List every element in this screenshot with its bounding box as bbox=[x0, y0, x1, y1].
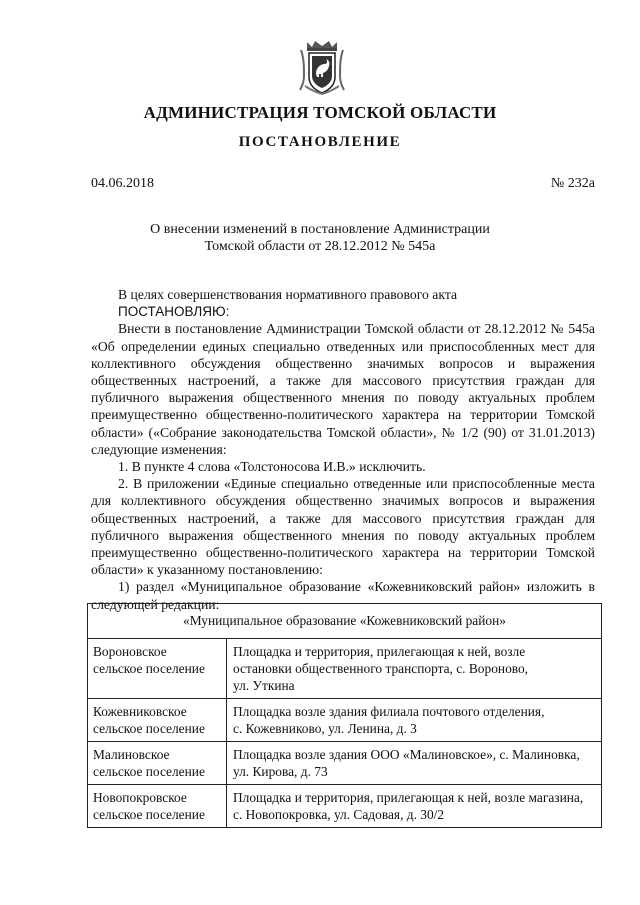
locations-table bbox=[87, 603, 602, 828]
settlement-cell bbox=[88, 699, 227, 742]
table-row bbox=[88, 742, 602, 785]
place-line: Площадка возле здания филиала почтового отделения, bbox=[233, 704, 545, 719]
subject-line: О внесении изменений в постановление Администрации bbox=[150, 222, 490, 237]
settlement-name: Вороновское bbox=[93, 644, 167, 659]
settlement-name: Кожевниковское bbox=[93, 704, 187, 719]
table-row bbox=[88, 699, 602, 742]
settlement-cell bbox=[88, 639, 227, 699]
document-body bbox=[91, 286, 595, 613]
table-title: «Муниципальное образование «Кожевниковский район» bbox=[88, 604, 602, 639]
place-cell bbox=[227, 742, 602, 785]
subject-line: Томской области от 28.12.2012 № 545а bbox=[204, 239, 436, 254]
agency-title: АДМИНИСТРАЦИЯ ТОМСКОЙ ОБЛАСТИ bbox=[143, 103, 497, 122]
table-row bbox=[88, 785, 602, 828]
decree-word: ПОСТАНОВЛЯЮ: bbox=[118, 304, 230, 320]
place-line: с. Кожевниково, ул. Ленина, д. 3 bbox=[233, 721, 417, 736]
place-cell bbox=[227, 639, 602, 699]
settlement-cell bbox=[88, 742, 227, 785]
place-line: Площадка и территория, прилегающая к ней, возле магазина, bbox=[233, 790, 584, 805]
place-cell bbox=[227, 699, 602, 742]
settlement-type: сельское поселение bbox=[93, 764, 205, 779]
settlement-type: сельское поселение bbox=[93, 721, 205, 736]
place-cell bbox=[227, 785, 602, 828]
settlement-type: сельское поселение bbox=[93, 661, 205, 676]
place-line: с. Новопокровка, ул. Садовая, д. 30/2 bbox=[233, 807, 445, 822]
settlement-type: сельское поселение bbox=[93, 807, 205, 822]
place-line: остановки общественного транспорта, с. Вороново, bbox=[233, 661, 529, 676]
table-row bbox=[88, 639, 602, 699]
place-line: ул. Уткина bbox=[233, 678, 295, 693]
main-paragraph: Внести в постановление Администрации Томской области от 28.12.2012 № 545а «Об определении единых специально отведенных или приспособленных мест для коллективного обсуждения общественно значимых вопросов и выражения общественных настроений, а также для массового присутствия граждан для публичного выражения общественного мнения по поводу актуальных проблем преимущественно общественно-политического характера на территории Томской области» («Собрание законодательства Томской области», № 1/2 (90) от 31.01.2013) следующие изменения: bbox=[91, 321, 595, 457]
item-2: 2. В приложении «Единые специально отведенные или приспособленные места для коллективного обсуждения общественно значимых вопросов и выражения общественных настроений, а также для массового присутствия граждан для публичного выражения общественного мнения по поводу актуальных проблем преимущественно общественно-политического характера на территории Томской области» к указанному постановлению: bbox=[91, 476, 595, 578]
place-line: ул. Кирова, д. 73 bbox=[233, 764, 328, 779]
coat-of-arms-icon bbox=[297, 36, 347, 98]
document-subject bbox=[0, 221, 640, 255]
settlement-name: Новопокровское bbox=[93, 790, 187, 805]
settlement-cell bbox=[88, 785, 227, 828]
intro-paragraph: В целях совершенствования нормативного правового акта bbox=[118, 287, 458, 302]
place-line: Площадка и территория, прилегающая к ней, возле bbox=[233, 644, 526, 659]
document-date: 04.06.2018 bbox=[91, 176, 154, 191]
item-1: 1. В пункте 4 слова «Толстоносова И.В.» исключить. bbox=[118, 459, 426, 475]
item-2-1: 1) раздел «Муниципальное образование «Кожевниковский район» изложить в следующей редакции: bbox=[91, 579, 595, 612]
settlement-name: Малиновское bbox=[93, 747, 170, 762]
document-number: № 232а bbox=[550, 176, 595, 191]
document-type: ПОСТАНОВЛЕНИЕ bbox=[238, 134, 402, 150]
table-header-row bbox=[88, 604, 602, 639]
place-line: Площадка возле здания ООО «Малиновское», с. Малиновка, bbox=[233, 747, 580, 762]
